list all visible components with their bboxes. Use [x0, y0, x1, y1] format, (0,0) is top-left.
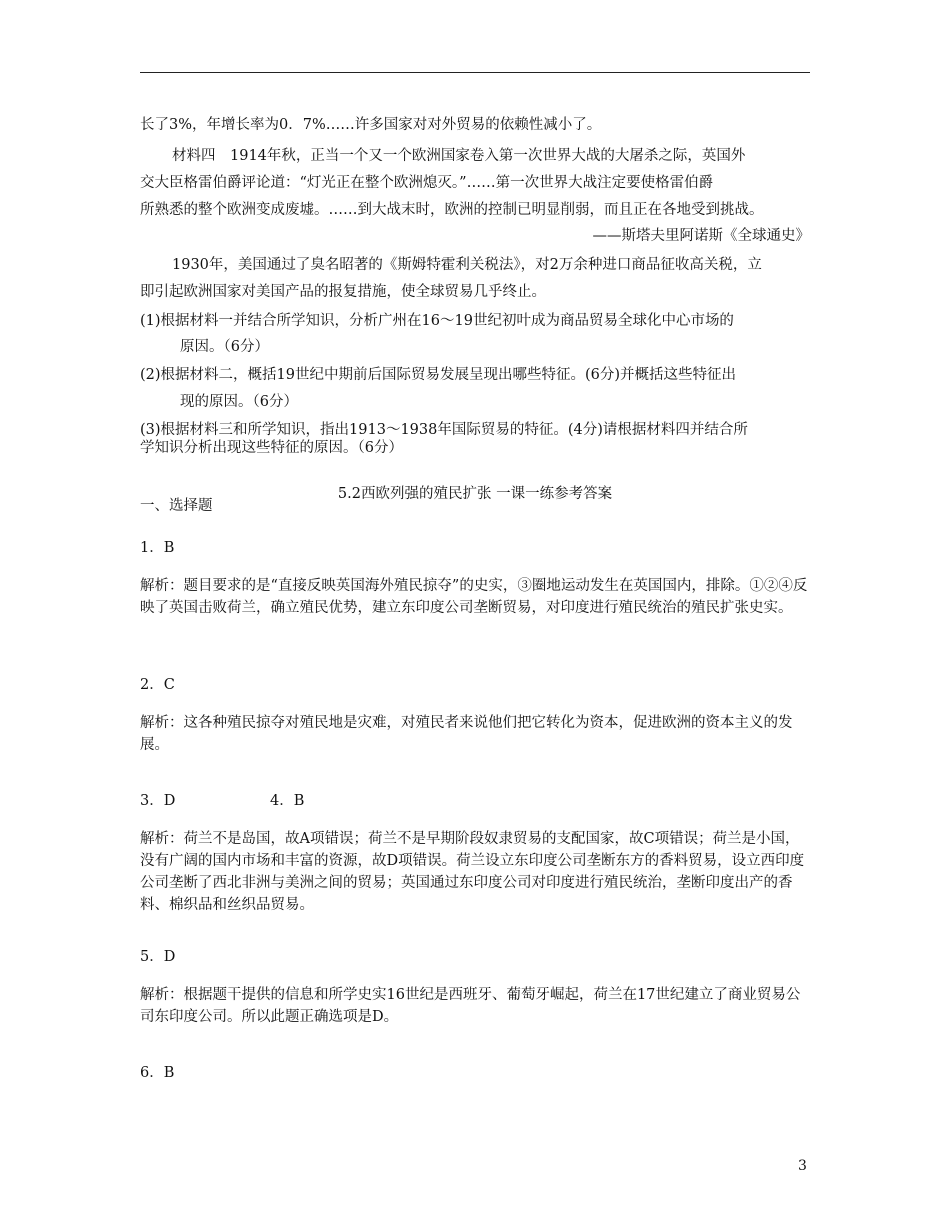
text-line: 即引起欧洲国家对美国产品的报复措施，使全球贸易几乎终止。	[140, 284, 546, 300]
section-heading: 一、选择题	[140, 498, 213, 514]
answer-2: 2．C	[140, 677, 175, 693]
material-four-line: 材料四 1914年秋，正当一个又一个欧洲国家卷入第一次世界大战的大屠杀之际，英国外	[172, 148, 746, 164]
question-2: (2)根据材料二，概括19世纪中期前后国际贸易发展呈现出哪些特征。(6分)并概括这些特征出	[140, 367, 737, 383]
answer-title: 5.2西欧列强的殖民扩张 一课一练参考答案	[337, 486, 613, 502]
page-number: 3	[798, 1158, 807, 1174]
question-3: (3)根据材料三和所学知识，指出1913～1938年国际贸易的特征。(4分)请根据材料四并结合所	[140, 422, 748, 438]
answer-6: 6．B	[140, 1065, 175, 1081]
explanation-1: 解析：题目要求的是“直接反映英国海外殖民掠夺”的史实，③圈地运动发生在英国国内，排除。①②④反映了英国击败荷兰，确立殖民优势，建立东印度公司垄断贸易，对印度进行殖民统治的殖民扩张史实。	[140, 578, 808, 616]
text-line: 交大臣格雷伯爵评论道：“灯光正在整个欧洲熄灭。”……第一次世界大战注定要使格雷伯爵	[140, 175, 714, 191]
header-rule	[140, 72, 810, 73]
answer-4: 4．B	[270, 793, 305, 809]
text-line: 1930年，美国通过了臭名昭著的《斯姆特霍利关税法》，对2万余种进口商品征收高关税，立	[172, 257, 762, 273]
question-1: (1)根据材料一并结合所学知识，分析广州在16～19世纪初叶成为商品贸易全球化中心市场的	[140, 313, 734, 329]
explanation-2: 解析：这各种殖民掠夺对殖民地是灾难，对殖民者来说他们把它转化为资本，促进欧洲的资本主义的发展。	[140, 715, 793, 753]
question-1-cont: 原因。（6分）	[180, 339, 269, 355]
explanation-3-4: 解析：荷兰不是岛国，故A项错误；荷兰不是早期阶段奴隶贸易的支配国家，故C项错误；荷兰是小国，没有广阔的国内市场和丰富的资源，故D项错误。荷兰设立东印度公司垄断东方的香料贸易，设立西印度公司垄断了西北非洲与美洲之间的贸易；英国通过东印度公司对印度进行殖民统治，垄断印度出产的香料、棉织品和丝织品贸易。	[140, 831, 805, 913]
answer-3: 3．D	[140, 793, 176, 809]
answer-1: 1．B	[140, 540, 175, 556]
text-line: 所熟悉的整个欧洲变成废墟。……到大战末时，欧洲的控制已明显削弱，而且正在各地受到挑战。	[140, 202, 764, 218]
source-citation: ——斯塔夫里阿诺斯《全球通史》	[592, 228, 810, 244]
question-2-cont: 现的原因。（6分）	[180, 394, 298, 410]
text-line: 长了3%，年增长率为0．7%……许多国家对对外贸易的依赖性减小了。	[140, 117, 602, 133]
question-3-cont: 学知识分析出现这些特征的原因。（6分）	[140, 440, 403, 456]
explanation-5: 解析：根据题干提供的信息和所学史实16世纪是西班牙、葡萄牙崛起，荷兰在17世纪建立了商业贸易公司东印度公司。所以此题正确选项是D。	[140, 987, 801, 1025]
answer-5: 5．D	[140, 949, 176, 965]
